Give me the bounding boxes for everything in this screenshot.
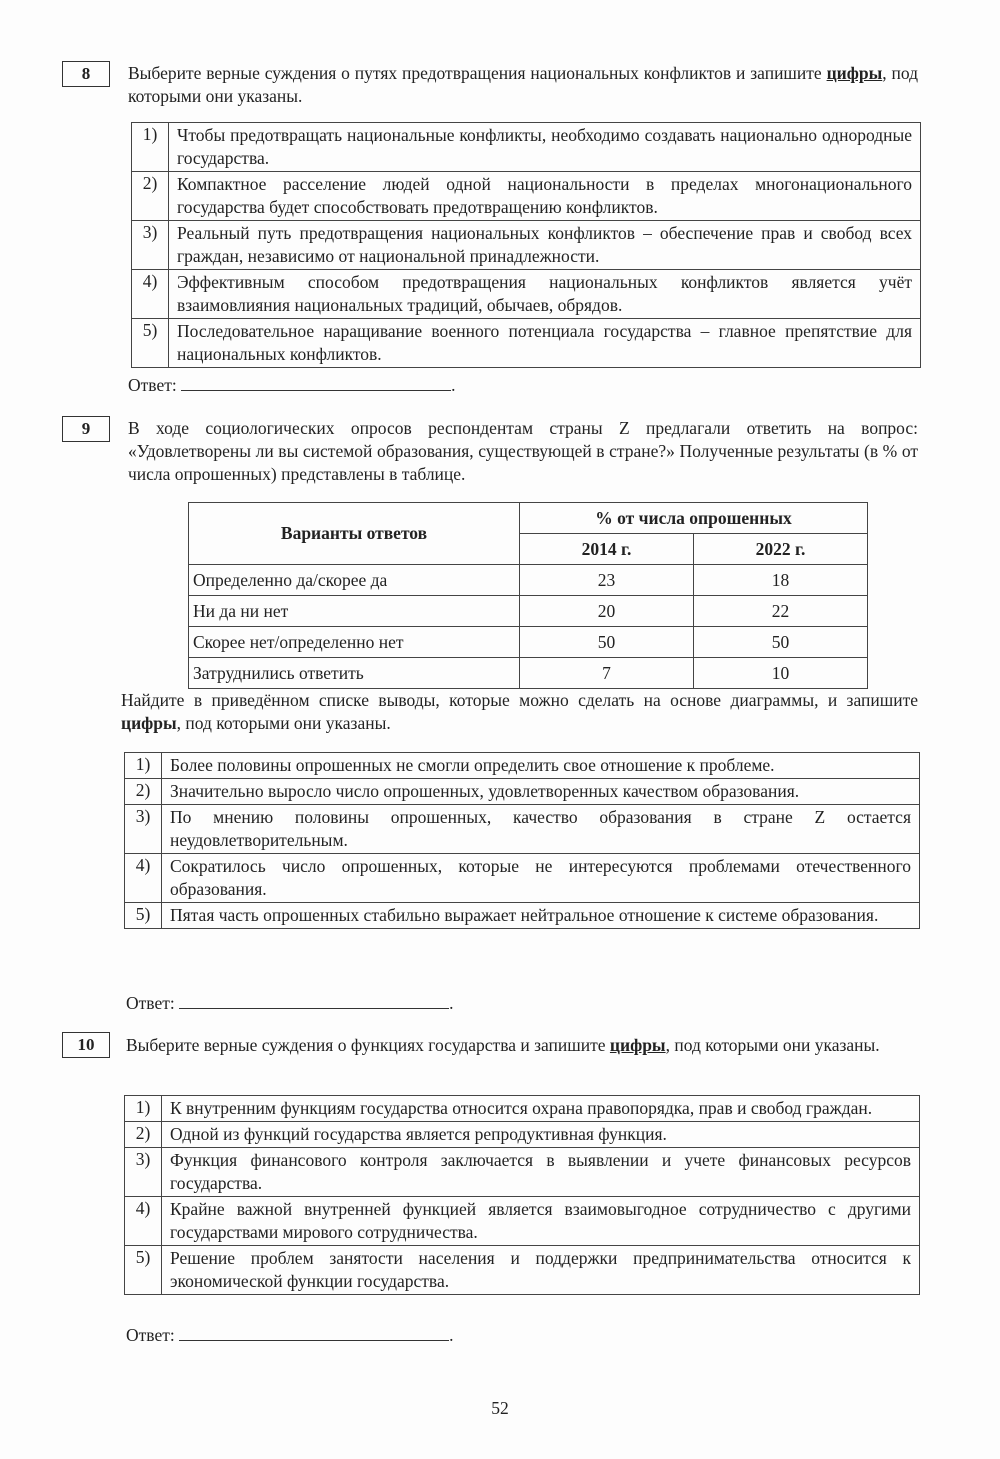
option-row — [125, 1197, 920, 1246]
option-text: Функция финансового контроля заключается в выявлении и учете финансовых ресурсов государства. — [162, 1148, 920, 1197]
option-number: 3) — [125, 1148, 162, 1197]
page-number: 52 — [491, 1398, 509, 1418]
column-header-2014: 2014 г. — [520, 534, 694, 565]
option-row — [132, 221, 921, 270]
option-text: Более половины опрошенных не смогли определить свое отношение к проблеме. — [162, 753, 920, 779]
question-number-8: 8 — [62, 61, 110, 87]
value-2014: 23 — [520, 565, 694, 596]
value-2014: 20 — [520, 596, 694, 627]
table-row — [189, 658, 868, 689]
question-10-options — [124, 1095, 920, 1295]
option-text: Решение проблем занятости населения и поддержки предпринимательства относится к экономической функции государства. — [162, 1246, 920, 1295]
value-2022: 18 — [694, 565, 868, 596]
column-header-percent: % от числа опрошенных — [520, 503, 868, 534]
option-row — [125, 805, 920, 854]
option-text: Компактное расселение людей одной национальности в пределах многонационального государства будет способствовать предотвращению конфликтов. — [169, 172, 921, 221]
option-number: 2) — [125, 1122, 162, 1148]
column-header-answers: Варианты ответов — [189, 503, 520, 565]
table-row — [189, 565, 868, 596]
option-row — [125, 779, 920, 805]
question-9-instruction: Найдите в приведённом списке выводы, которые можно сделать на основе диаграммы, и запишите цифры, под которыми они указаны. — [121, 690, 918, 733]
option-text: К внутренним функциям государства относится охрана правопорядка, прав и свобод граждан. — [162, 1096, 920, 1122]
row-label: Затруднились ответить — [189, 658, 520, 689]
table-row — [189, 627, 868, 658]
option-number: 5) — [125, 1246, 162, 1295]
option-row — [125, 903, 920, 929]
answer-field[interactable] — [179, 992, 449, 1009]
option-text: Последовательное наращивание военного потенциала государства – главное препятствие для национальных конфликтов. — [169, 319, 921, 368]
option-number: 1) — [132, 123, 169, 172]
option-row — [125, 1246, 920, 1295]
column-header-2022: 2022 г. — [694, 534, 868, 565]
question-9-text: В ходе социологических опросов респондентам страны Z предлагали ответить на вопрос: «Удовлетворены ли вы системой образования, существующей в стране?» Полученные результаты (в % от числа опрошенных) представлены в таблице. — [128, 418, 918, 484]
option-number: 5) — [132, 319, 169, 368]
option-row — [132, 172, 921, 221]
option-number: 3) — [125, 805, 162, 854]
option-text: Пятая часть опрошенных стабильно выражает нейтральное отношение к системе образования. — [162, 903, 920, 929]
option-row — [125, 1096, 920, 1122]
option-text: Эффективным способом предотвращения национальных конфликтов является учёт взаимовлияния национальных традиций, обычаев, обрядов. — [169, 270, 921, 319]
option-number: 4) — [125, 1197, 162, 1246]
option-number: 2) — [125, 779, 162, 805]
option-number: 5) — [125, 903, 162, 929]
value-2014: 50 — [520, 627, 694, 658]
row-label: Определенно да/скорее да — [189, 565, 520, 596]
question-number-9: 9 — [62, 416, 110, 442]
question-9-options — [124, 752, 920, 929]
option-text: По мнению половины опрошенных, качество образования в стране Z остается неудовлетворительным. — [162, 805, 920, 854]
option-number: 2) — [132, 172, 169, 221]
table-row — [189, 596, 868, 627]
option-row — [125, 1122, 920, 1148]
option-row — [125, 753, 920, 779]
question-8-answer: Ответ: . — [128, 375, 456, 395]
question-9-answer: Ответ: . — [126, 993, 454, 1013]
option-text: Значительно выросло число опрошенных, удовлетворенных качеством образования. — [162, 779, 920, 805]
option-number: 4) — [132, 270, 169, 319]
option-number: 4) — [125, 854, 162, 903]
question-10-text: Выберите верные суждения о функциях государства и запишите цифры, под которыми они указаны. — [126, 1035, 880, 1055]
option-row — [132, 123, 921, 172]
value-2022: 10 — [694, 658, 868, 689]
option-text: Чтобы предотвращать национальные конфликты, необходимо создавать национально однородные государства. — [169, 123, 921, 172]
answer-field[interactable] — [179, 1324, 449, 1341]
option-text: Реальный путь предотвращения национальных конфликтов – обеспечение прав и свобод всех граждан, независимо от национальной принадлежности. — [169, 221, 921, 270]
question-number-10: 10 — [62, 1032, 110, 1058]
option-row — [132, 319, 921, 368]
question-8-text: Выберите верные суждения о путях предотвращения национальных конфликтов и запишите цифры, под которыми они указаны. — [128, 63, 918, 106]
option-row — [125, 1148, 920, 1197]
option-number: 3) — [132, 221, 169, 270]
value-2022: 50 — [694, 627, 868, 658]
option-row — [132, 270, 921, 319]
option-number: 1) — [125, 1096, 162, 1122]
survey-table — [188, 502, 868, 689]
row-label: Скорее нет/определенно нет — [189, 627, 520, 658]
row-label: Ни да ни нет — [189, 596, 520, 627]
answer-field[interactable] — [181, 374, 451, 391]
option-text: Одной из функций государства является репродуктивная функция. — [162, 1122, 920, 1148]
option-text: Сократилось число опрошенных, которые не интересуются проблемами отечественного образования. — [162, 854, 920, 903]
value-2014: 7 — [520, 658, 694, 689]
value-2022: 22 — [694, 596, 868, 627]
question-8-options — [131, 122, 921, 368]
question-10-answer: Ответ: . — [126, 1325, 454, 1345]
option-row — [125, 854, 920, 903]
option-number: 1) — [125, 753, 162, 779]
option-text: Крайне важной внутренней функцией является взаимовыгодное сотрудничество с другими государствами мирового сотрудничества. — [162, 1197, 920, 1246]
